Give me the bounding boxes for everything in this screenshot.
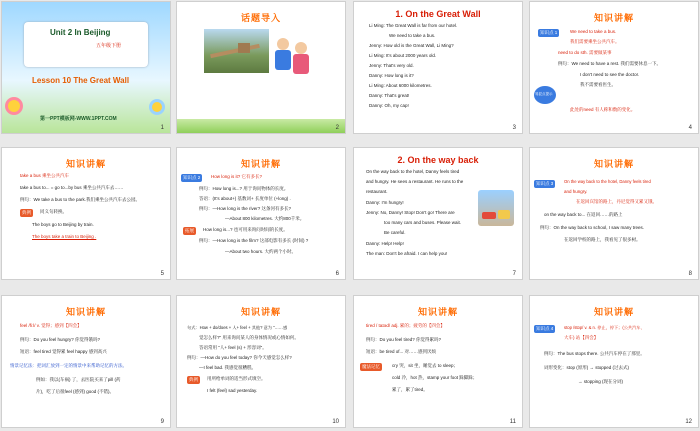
content-line: —About 800 kilometres. 大约800千米。 [225,216,305,221]
story-line: Jenny: No, Danny! Stop! Don't go! There are [366,210,455,215]
content-line: → stopping (现在分词) [578,379,624,384]
content-line: I don't need to see the doctor. [580,72,640,77]
content-line: and hungry. [564,189,588,194]
slide-number: 1 [160,125,164,131]
content-line: 例句：How long is...? 用于询问物体的长度。 [199,186,289,191]
content-line: 用所给单词的适当形式填空。 [207,376,266,381]
content-line: cry 哭，sit 坐，睡觉去 to sleep； [392,363,459,368]
slide-title: 知识讲解 [593,159,634,169]
content-line: How long is it? 它有多长? [211,174,263,179]
content-line: 短语：be tired of... 对……感到厌烦 [366,349,437,354]
content-line: 例句：Do you feel hungry? 你觉得饿吗? [20,337,101,342]
slide-number: 6 [335,271,339,277]
content-line: 同义句转换。 [40,209,67,214]
slide-title: 知识讲解 [240,307,281,317]
slide-number: 12 [685,419,692,425]
slide-number: 3 [512,125,516,131]
dialogue-line: Li Ming: It's about 2000 years old. [369,53,437,58]
flower-icon [8,100,20,112]
content-line: 情景记忆法：把词汇放到一定的情景中来帮助记忆的方法。 [10,363,127,368]
slide-number: 10 [332,419,339,425]
slide-title: 知识讲解 [240,159,281,169]
example-label: 典例 [189,377,198,382]
knowledge-point-tag: 知识点 3 [536,181,554,186]
slide-thumbnail-1[interactable] [2,2,170,133]
content-line: 在返回宾馆的路上，丹尼觉得又累又饿。 [576,199,657,204]
slide-number: 11 [509,419,516,425]
dialogue-line: Jenny: How old is the Great Wall, Li Ming? [369,43,454,48]
content-line: The boys go to Beijing by train. [32,222,94,227]
dialogue-line: Danny: Oh, my cap! [369,103,409,108]
slide-thumbnail-8[interactable] [530,148,698,279]
story-line: The man: Don't be afraid. I can help you! [366,251,448,256]
content-line: 答语：(It's about+) 基数词+ 长度单位 (+long) . [199,196,291,201]
content-line: 累了，累了tired。 [392,387,428,392]
slide-number: 4 [688,125,692,131]
content-line: take a bus 乘坐公共汽车 [20,173,70,178]
slide-title: 话题导入 [240,13,281,23]
slide-thumbnail-2[interactable] [177,2,345,133]
slide-thumbnail-3[interactable] [354,2,522,133]
street-scene-image [478,190,514,226]
content-line: 片)，吃了后很feel (感到) good (不错)。 [36,389,115,394]
story-line: too many cars and buses. Please wait. [384,220,462,225]
knowledge-point-tag: 知识点 4 [536,326,554,331]
story-line: On the way back to the hotel, Danny feels tired [366,169,460,174]
content-line: need to do sth. 需要做某事 [558,50,612,55]
story-line: Danny: I'm hungry! [366,200,404,205]
content-line: on the way back to... 在返回……的路上 [544,212,623,217]
content-line: feel /fiːl/ v. 觉得；感到【四会】 [20,323,82,328]
dialogue-line: Danny: That's great! [369,93,410,98]
slide-thumbnail-10[interactable] [177,296,345,427]
content-line: tired / taɪəd/ adj. 累的；疲劳的【四会】 [366,323,445,328]
slide-title: 知识讲解 [65,307,106,317]
content-line: 例句：We take a bus to the park.我们乘坐公共汽车去公园。 [20,197,140,202]
content-line: cold 冷，hot 热，stamp your foot 跺脚跺； [392,375,478,380]
slide-thumbnail-9[interactable] [2,296,170,427]
content-line: —About two hours. 大约两个小时。 [225,249,297,254]
content-line: We need to take a bus. [570,29,617,34]
content-line: 觉怎么样?" 用来询问某人的身体情况或心情如何。 [199,335,299,340]
content-line: take a bus to... = go to...by bus 乘坐公共汽车去…… [20,185,124,190]
slide-title: 知识讲解 [593,307,634,317]
slide-thumbnail-6[interactable] [177,148,345,279]
dialogue-line: Danny: How long is it? [369,73,414,78]
content-line: stop /stɒp/ v. & n. 停止，停下；(公共汽车、 [564,325,645,330]
slide-number: 5 [160,271,164,277]
story-line: and hungry. He sees a restaurant. He runs to the [366,179,464,184]
slide-thumbnail-5[interactable] [2,148,170,279]
grade-label: 五年级下册 [96,43,122,49]
example-label: 典例 [22,210,31,215]
slide-thumbnail-11[interactable] [354,296,522,427]
slide-thumbnail-12[interactable] [530,296,698,427]
content-line: 短语：feel tired 觉得累 feel happy 感到高兴 [20,349,107,354]
content-line: 在返回学校的路上，我看见了很多树。 [564,237,641,242]
slide-title: 知识讲解 [65,159,106,169]
content-line: 例如：我以(车祸) 了，去医院买来了pill (药 [36,377,121,382]
dialogue-line: Li Ming: The Great Wall is far from our hotel. [369,23,458,28]
slide-title: 知识讲解 [417,307,458,317]
content-line: 例句：On the way back to school, I saw many trees. [540,225,645,230]
content-line: 例句：Do you feel tired? 你觉得累吗? [366,337,442,342]
content-line: 大车) 站【四会】 [564,335,599,340]
dialogue-line: Li Ming: About 6000 kilometres. [369,83,432,88]
cover-footer: 第一PPT模板网-WWW.1PPT.COM [40,116,117,122]
story-line: restaurant. [366,189,388,194]
hint-badge-label: 易混点提示 [535,92,553,96]
lesson-title: Lesson 10 The Great Wall [32,76,130,85]
dialogue-line: We need to take a bus. [389,33,436,38]
unit-title: Unit 2 In Beijing [50,28,111,37]
content-line: —I feel bad. 我感觉很糟糕。 [199,365,257,370]
knowledge-point-tag: 知识点 1 [540,30,558,35]
content-line: 例句：—How long is the film? 这部电影有多长 (时间) ? [199,238,309,243]
content-line: 句式：How + do/does + 人+ feel + 其他? 意为 "……感 [187,325,288,330]
slide-number: 2 [335,125,339,131]
memory-tip-label: 魔法记忆 [362,364,380,369]
content-line: 例句：We need to have a rest. 我们需要休息一下。 [558,61,661,66]
slide-number: 7 [512,271,516,277]
content-line: I felt (feel) sad yesterday. [207,388,258,393]
slide-thumbnail-7[interactable] [354,148,522,279]
content-line: How long is...? 也可用来询问时间的长度。 [203,227,288,232]
story-line: Be careful. [384,230,406,235]
dialogue-line: Jenny: That's very old. [369,63,414,68]
story-line: Danny: Help! Help! [366,241,404,246]
content-line: 例句：—How do you feel today? 你今天感觉怎么样? [187,355,292,360]
content-line: 我们需要乘坐公共汽车。 [570,39,620,44]
flower-icon [152,102,162,112]
great-wall-photo [204,29,269,73]
knowledge-point-tag: 知识点 2 [183,175,201,180]
grass-strip [177,119,345,133]
slide-title: 2. On the way back [397,155,479,165]
slide-number: 9 [160,419,164,425]
content-line: 答语常用 "人+ feel (s) + 形容词"。 [199,345,267,350]
content-line: 此处的need 有人称和数的变化。 [570,107,636,112]
slide-number: 8 [688,271,692,277]
cartoon-kids-illustration [275,38,319,98]
content-line: 例句：The bus stops there. 公共汽车停在了那里。 [544,351,645,356]
content-line: On the way back to the hotel, Danny feels tired [564,179,651,184]
content-line: 例句：—How long is the river? 这条河有多长? [199,206,292,211]
slide-title: 知识讲解 [593,13,634,23]
slide-title: 1. On the Great Wall [395,9,481,19]
slide-thumbnail-4[interactable] [530,2,698,133]
content-line: The boys take a train to Beijing . [32,234,97,239]
content-line: 我不需要看医生。 [580,82,616,87]
extension-label: 拓展 [185,228,194,233]
content-line: 词形变化：stop (原形) → stopped (过去式) [544,365,630,370]
